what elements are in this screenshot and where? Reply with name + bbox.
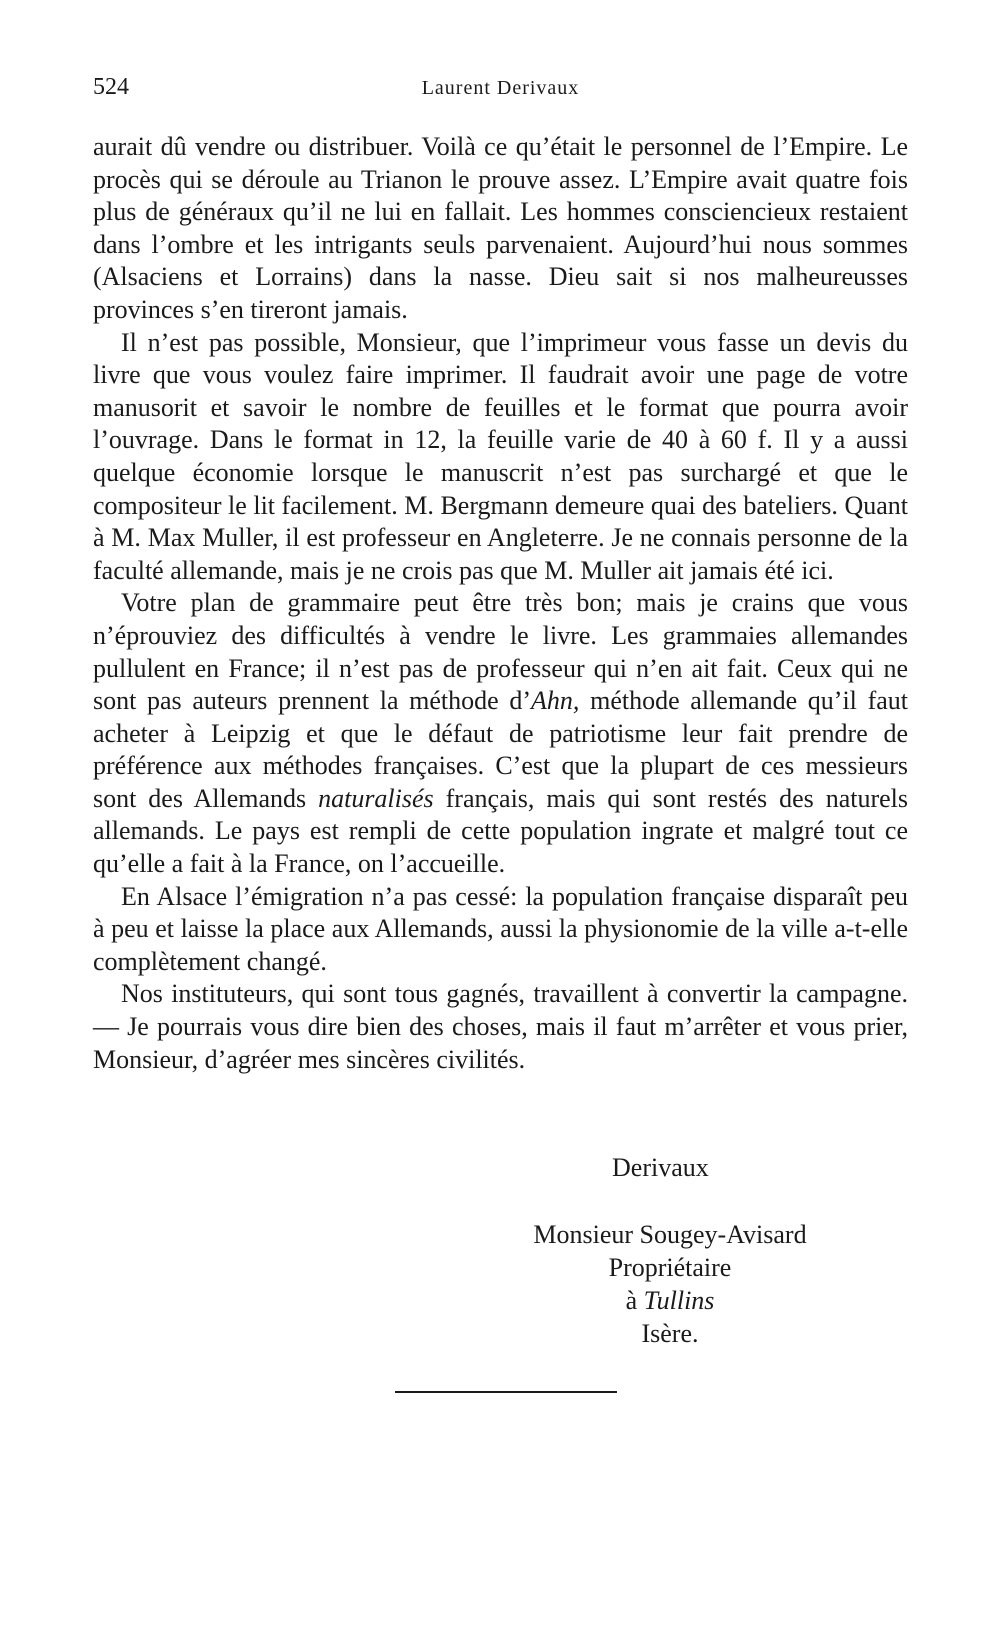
page-number: 524 [93, 74, 129, 100]
paragraph-3-text-b: méthode allemande qu’il faut acheter à Leipzig et que le défaut de patriotisme leur fait prendre de préférence aux méthodes françaises. C’est que la plupart de ces messieurs sont des Allemands [93, 686, 908, 813]
address-line-2: Propriétaire [608, 1253, 732, 1282]
paragraph-2: Il n’est pas possible, Monsieur, que l’imprimeur vous fasse un devis du livre que vous voulez faire imprimer. Il faudrait avoir une page de votre manusorit et savoir le nombre de feuilles et le format que pourra avoir l’ouvrage. Dans le format in 12, la feuille varie de 40 à 60 f. Il y a aussi quelque économie lorsque le manuscrit n’est pas surchargé et que le compositeur le lit facilement. M. Bergmann demeure quai des bateliers. Quant à M. Max Muller, il est professeur en Angleterre. Je ne connais personne de la faculté allemande, mais je ne crois pas que M. Muller ait jamais été ici. [93, 327, 908, 585]
address-line-3-place: Tullins [643, 1286, 715, 1315]
letter-body [93, 131, 908, 1076]
running-head: Laurent Derivaux [421, 77, 580, 99]
paragraph-1: aurait dû vendre ou distribuer. Voilà ce qu’était le personnel de l’Empire. Le procès qui se déroule au Trianon le prouve assez. L’Empire avait quatre fois plus de généraux qu’il ne lui en fallait. Les hommes consciencieux restaient dans l’ombre et les intrigants seuls parvenaient. Aujourd’hui nous sommes (Alsaciens et Lorrains) dans la nasse. Dieu sait si nos malheureusses provinces s’en tireront jamais. [93, 132, 908, 324]
paragraph-3-text-a: Votre plan de grammaire peut être très bon; mais je crains que vous n’éprouviez des difficultés à vendre le livre. Les grammaies allemandes pullulent en France; il n’est pas de professeur qui n’en ait fait. Ceux qui ne sont pas auteurs prennent la méthode d’ [93, 588, 908, 716]
address-line-1: Monsieur Sougey-Avisard [533, 1220, 807, 1249]
paragraph-5: Nos instituteurs, qui sont tous gagnés, travaillent à convertir la campagne. — Je pourrais vous dire bien des choses, mais il faut m’arrêter et vous prier, Monsieur, d’agréer mes sincères civilités. [93, 979, 908, 1074]
paragraph-3-italic-ahn: Ahn, [531, 686, 580, 716]
paragraph-3-text-c: français, mais qui sont restés des naturels allemands. Le pays est rempli de cette population ingrate et malgré tout ce qu’elle a fait à la France, on l’accueille. [93, 783, 908, 879]
address-line-3 [470, 1284, 870, 1317]
paragraph-3 [93, 587, 908, 880]
address-line-4: Isère. [641, 1319, 699, 1348]
signature: Derivaux [612, 1153, 709, 1182]
address-line-3-prefix: à [625, 1286, 644, 1315]
section-divider [395, 1391, 617, 1393]
address-block [470, 1218, 870, 1350]
paragraph-3-italic-naturalises: naturalisés [318, 783, 434, 813]
page-header [93, 74, 908, 114]
paragraph-4: En Alsace l’émigration n’a pas cessé: la population française disparaît peu à peu et laisse la place aux Allemands, aussi la physionomie de la ville a-t-elle complètement changé. [93, 881, 908, 976]
